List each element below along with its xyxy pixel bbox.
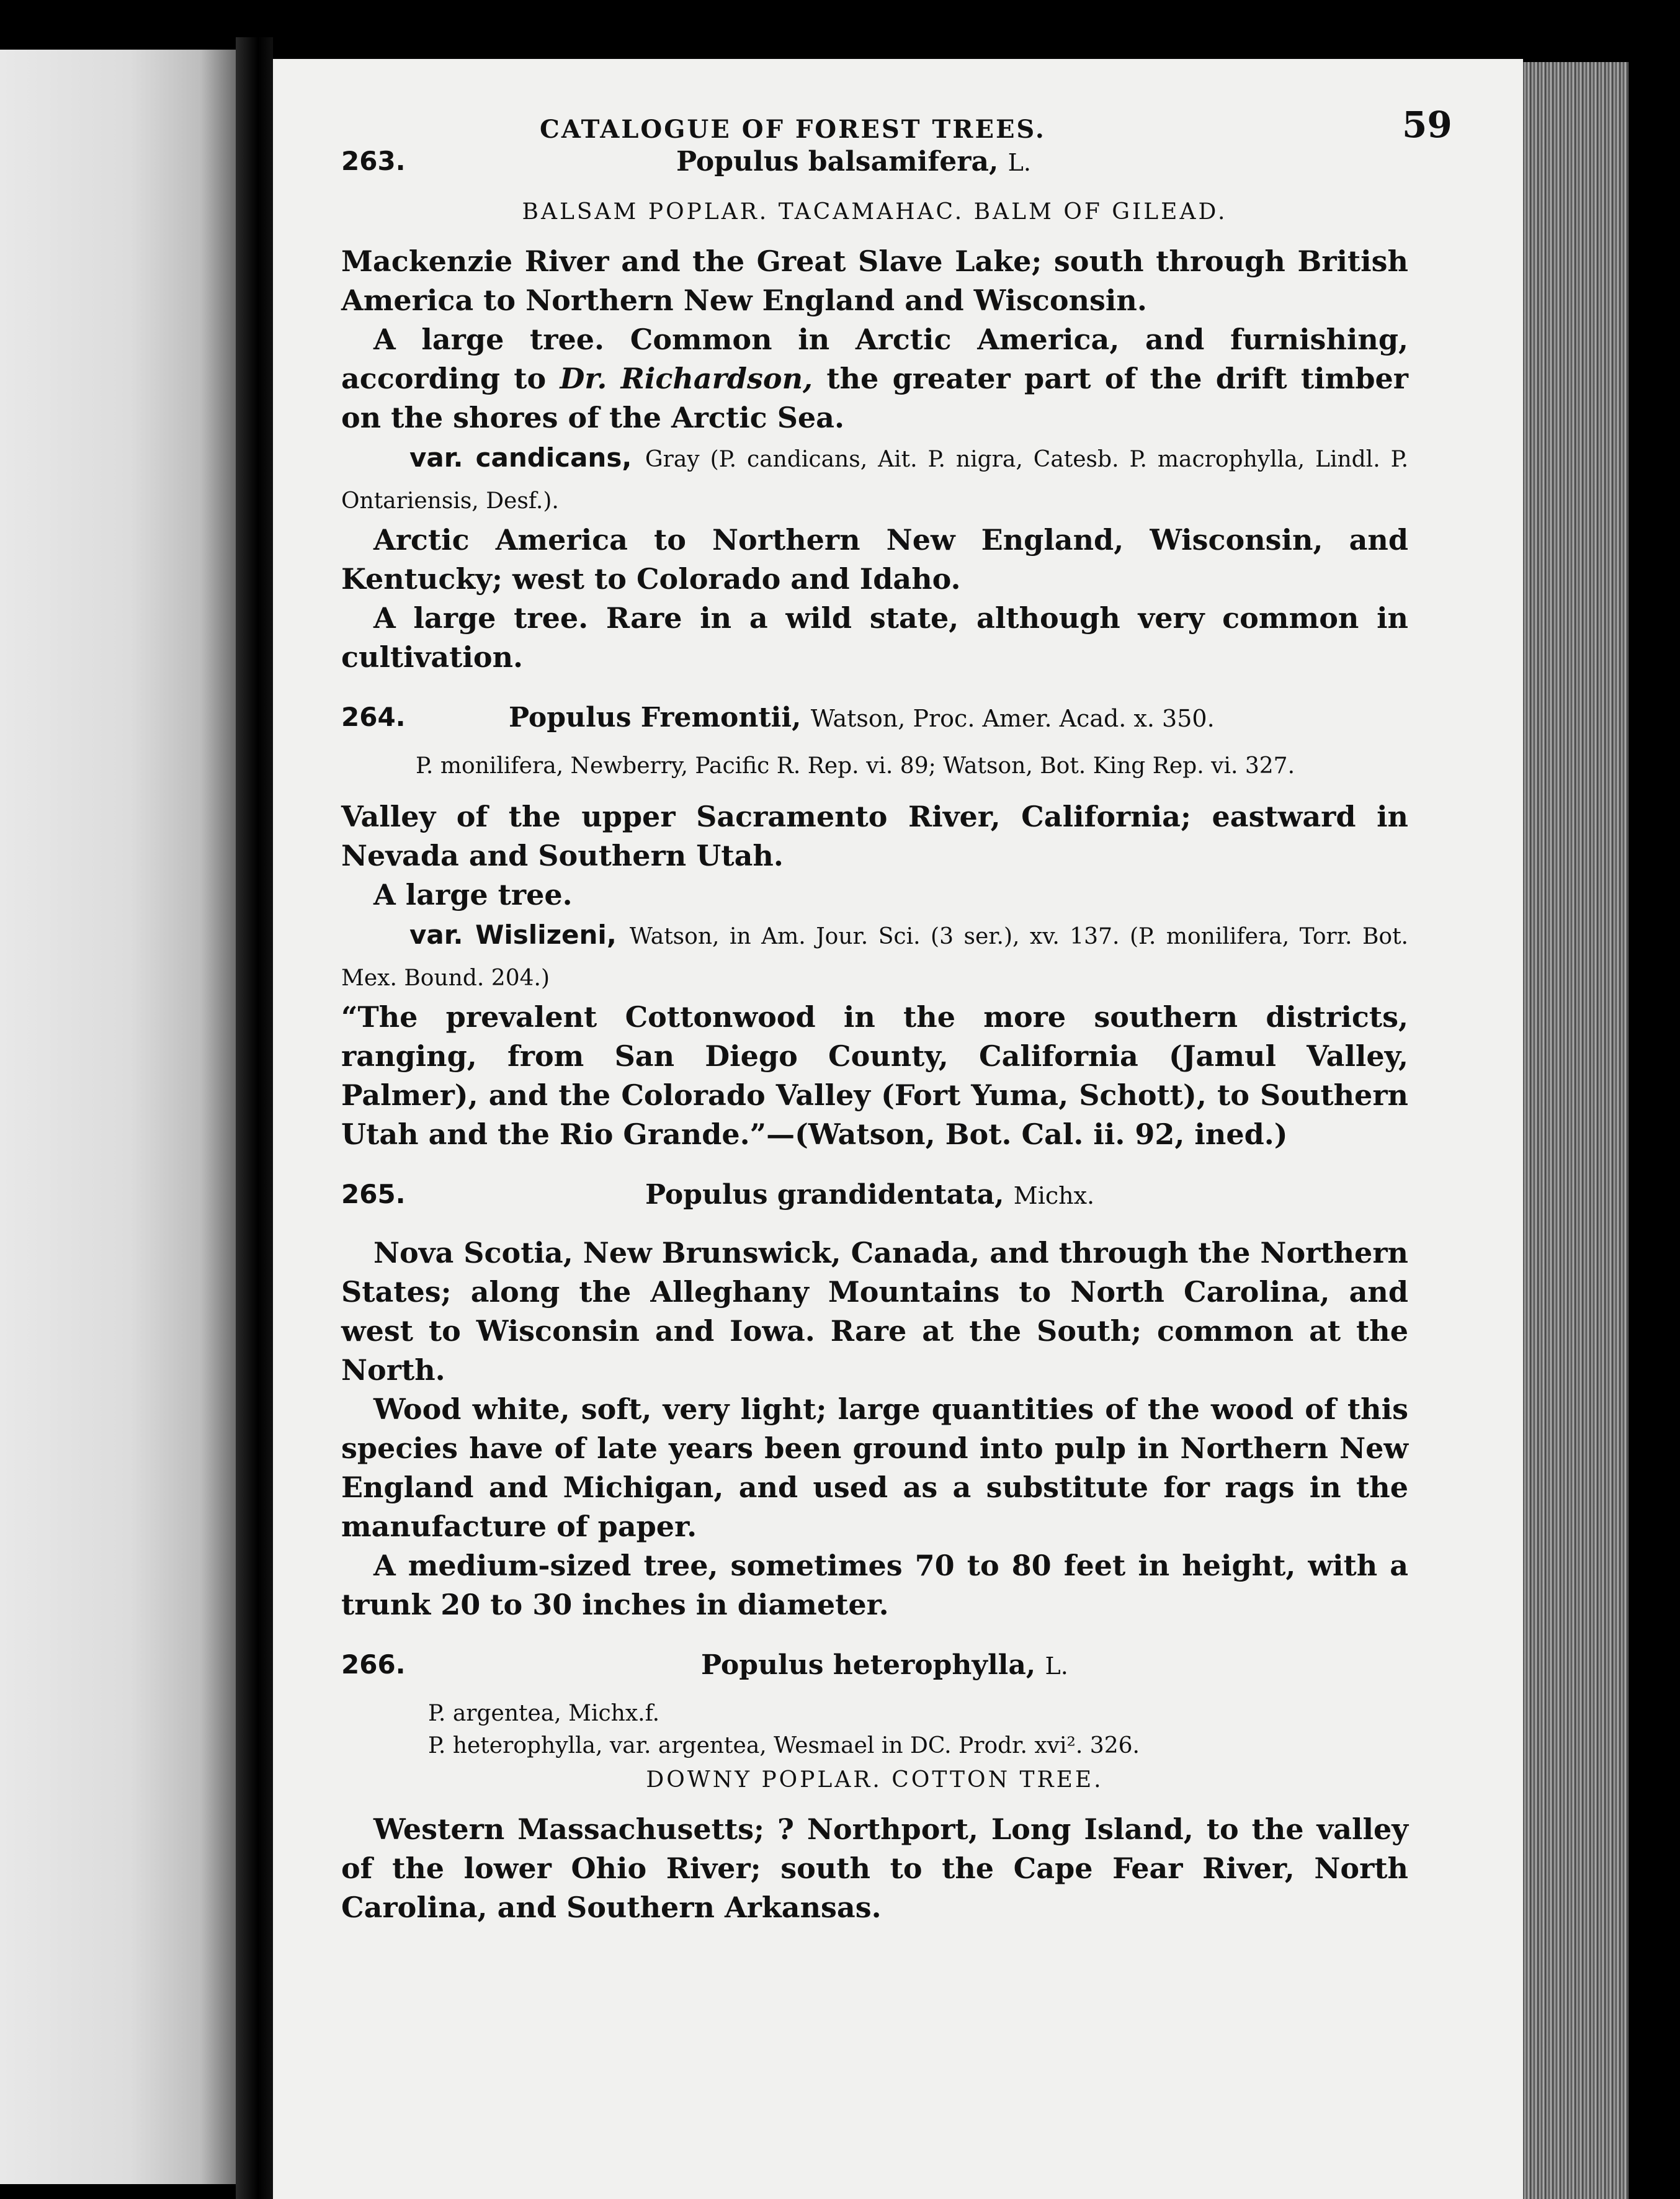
range-text: Nova Scotia, New Brunswick, Canada, and through the Northern States; along the Alleghany Mountains to North Carolina, and west to Wisconsin and Iowa. Rare at the South; common at the North. [341,1236,1408,1387]
variety-text: var. Wislizeni, Watson, in Am. Jour. Sci. (3 ser.), xv. 137. (P. monilifera, Torr. Bot. Mex. Bound. 204.) [341,920,1408,991]
wood-text: Wood white, soft, very light; large quantities of the wood of this species have of late years been ground into pulp in Northern New England and Michigan, and used as a substitute for rags in the manufacture of paper. [341,1392,1408,1543]
range-text: Valley of the upper Sacramento River, California; eastward in Nevada and Southern Utah. [341,800,1408,872]
entry-number: 263. [341,146,406,176]
quotation: “The prevalent Cottonwood in the more southern districts, ranging, from San Diego County, California (Jamul Valley, Palmer), and the Colorado Valley (Fort Yuma, Schott), to Southern Utah and the Rio Grande.”—(Watson, Bot. Cal. ii. 92, ined.) [341,1000,1408,1151]
notes-text: A medium-sized tree, sometimes 70 to 80 feet in height, with a trunk 20 to 30 inches in diameter. [341,1549,1408,1621]
range-text: Mackenzie River and the Great Slave Lake; south through British America to Northern New England and Wisconsin. [341,244,1408,317]
facing-page [0,50,236,2184]
entry-number: 264. [341,702,406,732]
synonym: P. argentea, Michx.f. [428,1701,660,1726]
entry-number: 265. [341,1179,406,1209]
variety-notes: A large tree. Rare in a wild state, although very common in cultivation. [341,601,1408,674]
species-name: Populus heterophylla, L. [701,1649,1068,1681]
entry-heading-264 [341,702,1408,750]
page-edges [1523,62,1629,2199]
entry-heading-265 [341,1179,1408,1227]
running-head [341,96,1452,146]
synonym: P. heterophylla, var. argentea, Wesmael in DC. Prodr. xvi². 326. [428,1733,1140,1758]
variety-range: Arctic America to Northern New England, Wisconsin, and Kentucky; west to Colorado and Idaho. [341,523,1408,596]
entry-heading-263 [341,146,1408,194]
entry-heading-266 [341,1649,1408,1698]
common-names: BALSAM POPLAR. TACAMAHAC. BALM OF GILEAD. [522,199,1228,225]
notes-text: A large tree. Common in Arctic America, and furnishing, according to Dr. Richardson, the greater part of the drift timber on the shores of the Arctic Sea. [341,323,1408,434]
book-gutter [236,37,273,2199]
common-names: DOWNY POPLAR. COTTON TREE. [646,1767,1104,1793]
species-name: Populus grandidentata, Michx. [645,1179,1095,1211]
running-title: CATALOGUE OF FOREST TREES. [540,115,1046,144]
page-content [341,96,1452,1927]
variety-text: var. candicans, Gray (P. candicans, Ait. P. nigra, Catesb. P. macrophylla, Lindl. P. Ontariensis, Desf.). [341,442,1409,514]
species-name: Populus Fremontii, Watson, Proc. Amer. Acad. x. 350. [509,702,1215,733]
book-page [273,59,1523,2199]
notes-text: A large tree. [373,878,573,911]
range-text: Western Massachusetts; ? Northport, Long Island, to the valley of the lower Ohio River; south to the Cape Fear River, North Carolina, and Southern Arkansas. [341,1812,1408,1924]
page-number: 59 [1402,104,1452,146]
synonym: P. monilifera, Newberry, Pacific R. Rep. vi. 89; Watson, Bot. King Rep. vi. 327. [416,753,1295,779]
species-name: Populus balsamifera, L. [676,146,1031,177]
entry-number: 266. [341,1649,406,1680]
